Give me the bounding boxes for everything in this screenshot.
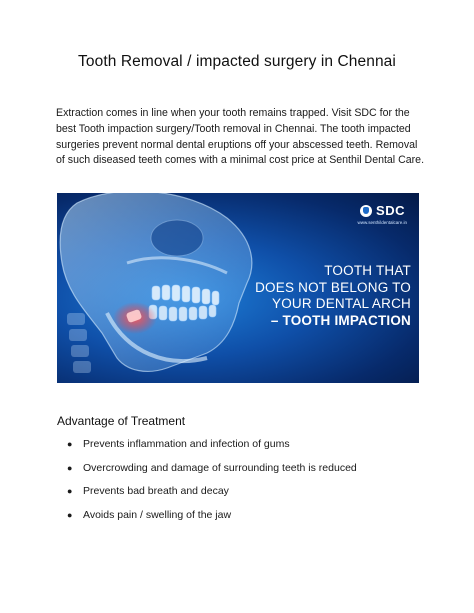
list-item [67, 461, 357, 485]
headline-line: YOUR DENTAL ARCH [272, 296, 411, 311]
website-url: www.senthildentalcare.in [357, 220, 407, 225]
page-title: Tooth Removal / impacted surgery in Chennai [78, 53, 396, 70]
intro-paragraph: Extraction comes in line when your tooth remains trapped. Visit SDC for the best Tooth impaction surgery/Tooth removal in Chennai. The tooth impacted surgeries prevent normal dental eruptions off your abscessed teeth. Removal of such diseased teeth comes with a minimal cost price at Senthil Dental Care. [56, 107, 425, 167]
bullet-icon: ● [67, 509, 73, 520]
sdc-logo [360, 203, 405, 218]
tooth-impaction-banner [57, 193, 419, 383]
list-item-text: Prevents bad breath and decay [83, 485, 229, 497]
list-item [67, 508, 357, 532]
bullet-icon: ● [67, 486, 73, 496]
list-item [67, 437, 357, 461]
brand-name: SDC [376, 203, 405, 218]
list-item [67, 484, 357, 508]
advantages-list [67, 437, 357, 531]
advantages-heading: Advantage of Treatment [57, 414, 186, 428]
tooth-icon [360, 205, 372, 217]
list-item-text: Overcrowding and damage of surrounding teeth is reduced [83, 461, 357, 474]
bullet-icon: ● [67, 439, 73, 449]
headline-line: DOES NOT BELONG TO [255, 279, 411, 295]
headline-line: TOOTH THAT [324, 263, 411, 278]
headline-line: – TOOTH IMPACTION [270, 312, 411, 328]
list-item-text: Avoids pain / swelling of the jaw [83, 508, 232, 521]
banner-headline [236, 263, 411, 329]
bullet-icon: ● [67, 462, 73, 473]
list-item-text: Prevents inflammation and infection of gums [83, 438, 290, 450]
